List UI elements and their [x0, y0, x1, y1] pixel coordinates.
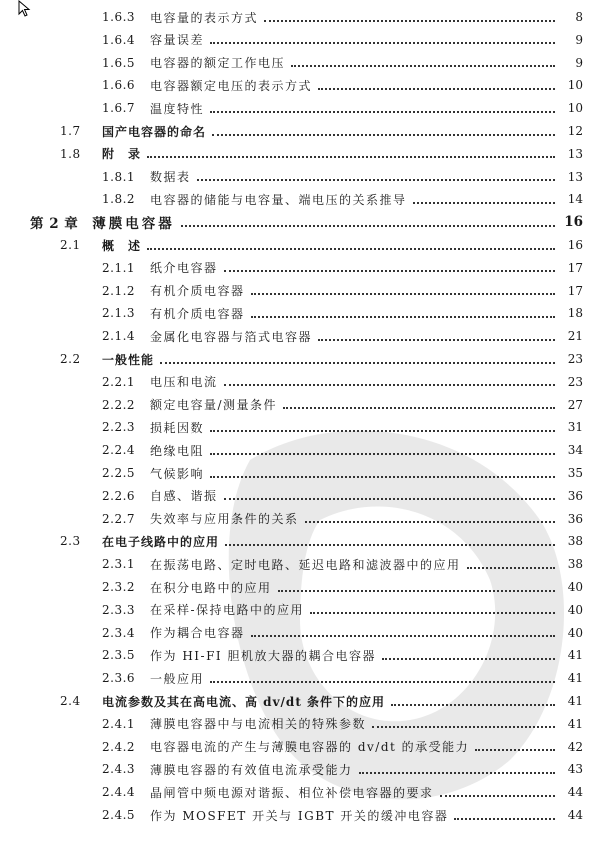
- toc-entry-number: 2.3.4: [102, 625, 136, 640]
- toc-entry-title: 额定电容量/测量条件: [150, 398, 278, 413]
- toc-entry-page: 36: [567, 511, 583, 526]
- toc-entry-title: 作为耦合电容器: [150, 626, 245, 641]
- toc-entry-page: 34: [567, 443, 583, 458]
- dot-leader: [440, 794, 555, 797]
- toc-entry: [0, 121, 595, 141]
- dot-leader: [224, 383, 555, 386]
- toc-entry-number: 1.8.2: [102, 192, 136, 207]
- toc-entry-number: 1.6.5: [102, 55, 136, 70]
- toc-entry-number: 2.2.3: [102, 420, 136, 435]
- toc-entry: [0, 554, 595, 574]
- toc-entry-title: 有机介质电容器: [150, 284, 245, 299]
- toc-entry-title: 国产电容器的命名: [102, 124, 207, 139]
- toc-entry: [0, 600, 595, 620]
- toc-entry: [0, 440, 595, 460]
- toc-entry-title: 电容器的储能与电容量、端电压的关系推导: [150, 192, 407, 207]
- toc-entry-page: 14: [567, 192, 583, 207]
- toc-entry-title: 在积分电路中的应用: [150, 580, 272, 595]
- toc-entry: [0, 486, 595, 506]
- toc-entry-page: 38: [567, 557, 583, 572]
- toc-entry-title: 电压和电流: [150, 375, 218, 390]
- toc-entry-page: 21: [567, 329, 583, 344]
- toc-entry-page: 13: [567, 169, 583, 184]
- toc-entry-number: 2.2.4: [102, 443, 136, 458]
- dot-leader: [359, 771, 555, 774]
- toc-entry: [0, 349, 595, 369]
- dot-leader: [160, 361, 555, 364]
- toc-entry-title: 在电子线路中的应用: [102, 534, 220, 549]
- toc-entry-title: 晶闸管中频电源对谐振、相位补偿电容器的要求: [150, 785, 434, 800]
- toc-entry-number: 2.3.2: [102, 580, 136, 594]
- toc-entry-page: 18: [567, 306, 583, 321]
- toc-entry-page: 16: [567, 238, 583, 252]
- toc-entry-number: 1.6.7: [102, 101, 136, 116]
- toc-entry-page: 13: [567, 146, 583, 161]
- toc-entry-page: 23: [567, 374, 583, 389]
- toc-entry-page: 23: [567, 352, 583, 366]
- toc-entry-title: 自感、谐振: [150, 489, 218, 504]
- dot-leader: [224, 269, 555, 272]
- toc-entry-page: 40: [567, 602, 583, 617]
- toc-entry-page: 10: [567, 101, 583, 116]
- toc-entry-title: 损耗因数: [150, 420, 205, 435]
- toc-entry-page: 16: [564, 214, 583, 231]
- toc-entry-title: 有机介质电容器: [150, 306, 245, 321]
- toc-entry-title: 作为 MOSFET 开关与 IGBT 开关的缓冲电容器: [150, 808, 449, 823]
- dot-leader: [181, 224, 555, 227]
- toc-entry: [0, 281, 595, 301]
- toc-entry-page: 10: [567, 78, 583, 93]
- toc-entry: [0, 623, 595, 643]
- toc-entry-number: 2.3.6: [102, 671, 136, 686]
- dot-leader: [224, 497, 555, 500]
- toc-entry: [0, 509, 595, 529]
- toc-entry: [0, 417, 595, 437]
- toc-entry-number: 2.2.5: [102, 466, 136, 480]
- toc-entry: [0, 577, 595, 597]
- toc-entry-number: 1.8: [60, 146, 81, 161]
- toc-entry-title: 附 录: [102, 147, 142, 162]
- dot-leader: [283, 406, 555, 409]
- toc-entry-title: 电容器电流的产生与薄膜电容器的 dv/dt 的承受能力: [150, 740, 470, 755]
- toc-entry-page: 40: [567, 580, 583, 594]
- toc-entry-title: 在振荡电路、定时电路、延迟电路和滤波器中的应用: [150, 557, 461, 572]
- toc-entry-title: 薄膜电容器中与电流相关的特殊参数: [150, 717, 367, 732]
- toc-entry-title: 概 述: [102, 238, 142, 253]
- toc-entry-page: 27: [567, 397, 583, 412]
- toc-entry-number: 2.1: [60, 238, 81, 252]
- dot-leader: [454, 817, 555, 820]
- toc-entry-title: 数据表: [150, 170, 191, 185]
- toc-entry: [0, 759, 595, 779]
- toc-entry-number: 2.4.1: [102, 716, 136, 731]
- toc-entry-number: 2.1.1: [102, 260, 136, 275]
- toc-entry-title: 失效率与应用条件的关系: [150, 512, 299, 527]
- dot-leader: [251, 292, 555, 295]
- toc-entry-number: 2.1.2: [102, 283, 136, 298]
- toc-entry-title: 一般性能: [102, 352, 155, 367]
- toc-entry: [0, 7, 595, 27]
- toc-entry-page: 35: [567, 466, 583, 480]
- toc-entry-title: 金属化电容器与箔式电容器: [150, 329, 313, 344]
- toc-entry-page: 36: [567, 488, 583, 503]
- toc-entry: [0, 805, 595, 825]
- toc-entry-page: 44: [567, 808, 583, 822]
- toc-entry-page: 44: [567, 785, 583, 800]
- toc-entry-number: 第 2 章: [30, 216, 79, 233]
- toc-entry: [0, 737, 595, 757]
- toc-entry-number: 2.4.3: [102, 762, 136, 777]
- dot-leader: [305, 520, 555, 523]
- toc-entry: [0, 235, 595, 255]
- toc-entry: [0, 98, 595, 118]
- dot-leader: [212, 133, 555, 136]
- toc-entry: [0, 75, 595, 95]
- toc-entry-title: 气候影响: [150, 466, 205, 481]
- toc-entry-page: 41: [567, 716, 583, 731]
- toc-entry: [0, 372, 595, 392]
- toc-entry-number: 1.7: [60, 124, 81, 138]
- toc-entry-page: 41: [567, 648, 583, 663]
- toc-entry: [0, 189, 595, 209]
- toc-entry: [0, 53, 595, 73]
- toc-entry-number: 2.2: [60, 352, 81, 366]
- toc-entry-page: 17: [567, 260, 583, 275]
- dot-leader: [210, 110, 555, 113]
- toc-entry-number: 2.2.1: [102, 374, 136, 389]
- toc-entry-number: 2.4.4: [102, 785, 136, 800]
- dot-leader: [475, 748, 555, 751]
- toc-entry-number: 2.4: [60, 694, 81, 708]
- dot-leader: [210, 429, 555, 432]
- toc-entry-page: 9: [575, 32, 583, 47]
- toc-entry-number: 2.3.3: [102, 602, 136, 617]
- toc-entry-number: 1.6.4: [102, 32, 136, 47]
- toc-entry-title: 绝缘电阻: [150, 443, 205, 458]
- toc-entry-title: 电容器额定电压的表示方式: [150, 78, 313, 93]
- dot-leader: [318, 87, 555, 90]
- dot-leader: [147, 155, 555, 158]
- toc-entry-title: 一般应用: [150, 671, 205, 686]
- dot-leader: [251, 315, 555, 318]
- toc-entry-number: 2.3.1: [102, 557, 136, 572]
- toc-entry-number: 2.1.4: [102, 329, 136, 344]
- toc-entry-page: 43: [567, 762, 583, 777]
- toc-entry-title: 作为 HI-FI 胆机放大器的耦合电容器: [150, 648, 376, 663]
- toc-entry-page: 40: [567, 625, 583, 640]
- toc-entry: [0, 326, 595, 346]
- dot-leader: [291, 64, 555, 67]
- toc-entry-title: 在采样-保持电路中的应用: [150, 603, 305, 618]
- toc-entry-title: 电容量的表示方式: [150, 10, 259, 25]
- toc-entry: [0, 714, 595, 734]
- toc-entry-page: 9: [575, 55, 583, 70]
- toc-entry: [0, 144, 595, 164]
- dot-leader: [197, 178, 555, 181]
- toc-entry-title: 电流参数及其在高电流、高 dv/dt 条件下的应用: [102, 694, 386, 709]
- toc-entry-page: 12: [567, 124, 583, 138]
- toc-entry: [0, 782, 595, 802]
- toc-entry: [0, 691, 595, 711]
- dot-leader: [264, 19, 555, 22]
- toc-entry-number: 1.6.6: [102, 78, 136, 93]
- dot-leader: [225, 543, 555, 546]
- toc-entry: [0, 258, 595, 278]
- toc-entry-title: 温度特性: [150, 101, 205, 116]
- toc-entry-number: 2.1.3: [102, 306, 136, 321]
- toc-entry: [0, 395, 595, 415]
- dot-leader: [210, 680, 555, 683]
- toc-entry-title: 纸介电容器: [150, 261, 218, 276]
- toc-entry-number: 2.2.7: [102, 511, 136, 526]
- toc-entry: [0, 531, 595, 551]
- toc-entry-page: 38: [567, 534, 583, 549]
- dot-leader: [372, 725, 555, 728]
- toc-entry-page: 17: [567, 283, 583, 298]
- toc-entry-page: 41: [567, 694, 583, 708]
- toc-entry-number: 1.6.3: [102, 10, 136, 24]
- toc-entry-title: 薄膜电容器: [92, 216, 175, 233]
- toc-entry-page: 42: [567, 739, 583, 754]
- dot-leader: [210, 475, 555, 478]
- dot-leader: [391, 703, 555, 706]
- toc-entry-number: 2.4.5: [102, 808, 136, 822]
- dot-leader: [278, 589, 555, 592]
- toc-entry-number: 2.3.5: [102, 648, 136, 663]
- toc-entry-number: 2.3: [60, 534, 81, 549]
- toc-entry-page: 31: [567, 420, 583, 435]
- dot-leader: [413, 201, 555, 204]
- toc-entry: [0, 167, 595, 187]
- toc-entry-page: 41: [567, 671, 583, 686]
- dot-leader: [210, 41, 555, 44]
- dot-leader: [382, 657, 555, 660]
- dot-leader: [467, 566, 555, 569]
- dot-leader: [147, 247, 555, 250]
- toc-entry-title: 薄膜电容器的有效值电流承受能力: [150, 762, 353, 777]
- toc-entry: [0, 303, 595, 323]
- toc-entry: [0, 463, 595, 483]
- toc-entry-number: 2.2.6: [102, 488, 136, 503]
- dot-leader: [310, 611, 555, 614]
- toc-entry: [0, 30, 595, 50]
- toc-entry-number: 2.4.2: [102, 739, 136, 754]
- toc-entry-title: 容量误差: [150, 33, 205, 48]
- toc-entry-number: 2.2.2: [102, 397, 136, 412]
- toc-entry-page: 8: [575, 10, 583, 24]
- toc-entry-title: 电容器的额定工作电压: [150, 56, 286, 71]
- toc-entry: [0, 645, 595, 665]
- toc-entry: [0, 668, 595, 688]
- dot-leader: [210, 452, 555, 455]
- dot-leader: [251, 634, 555, 637]
- toc-entry-number: 1.8.1: [102, 169, 136, 184]
- dot-leader: [318, 338, 555, 341]
- toc-entry: [0, 212, 595, 232]
